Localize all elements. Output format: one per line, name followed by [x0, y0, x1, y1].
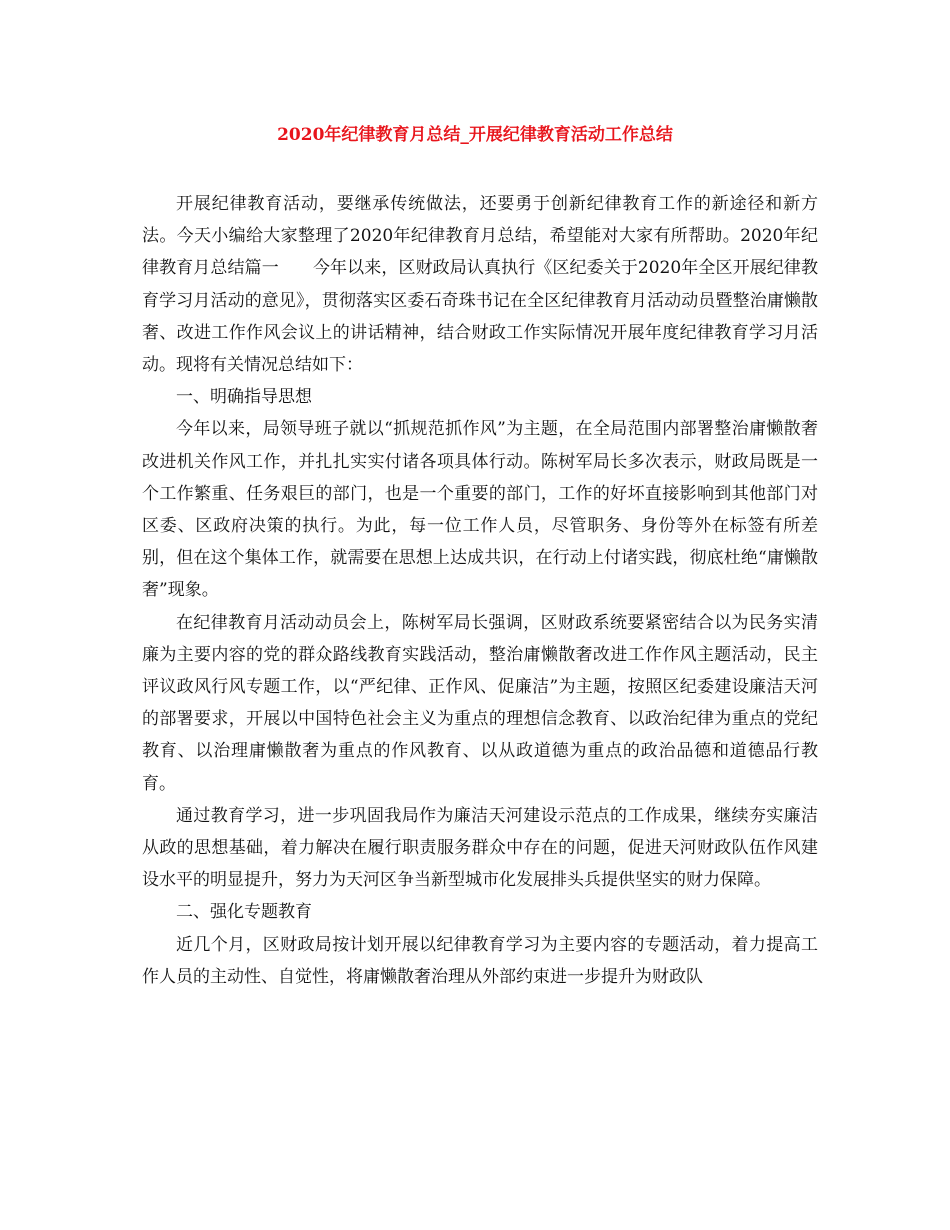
- intro-paragraph: [142, 188, 818, 381]
- part-heading: 2020年纪律教育月总结篇一: [142, 226, 818, 279]
- document-body: [142, 188, 818, 993]
- section1-paragraph-1: 今年以来，局领导班子就以“抓规范抓作风”为主题，在全局范围内部署整治庸懒散奢改进机关作风工作，并扎扎实实付诸各项具体行动。陈树军局长多次表示，财政局既是一个工作繁重、任务艰巨的部门，也是一个重要的部门，工作的好坏直接影响到其他部门对区委、区政府决策的执行。为此，每一位工作人员，尽管职务、身份等外在标签有所差别，但在这个集体工作，就需要在思想上达成共识，在行动上付诸实践，彻底杜绝“庸懒散奢”现象。: [142, 419, 818, 601]
- section1-paragraph-2: 在纪律教育月活动动员会上，陈树军局长强调，区财政系统要紧密结合以为民务实清廉为主要内容的党的群众路线教育实践活动，整治庸懒散奢改进工作作风主题活动，民主评议政风行风专题工作，以“严纪律、正作风、促廉洁”为主题，按照区纪委建设廉洁天河的部署要求，开展以中国特色社会主义为重点的理想信念教育、以政治纪律为重点的党纪教育、以治理庸懒散奢为重点的作风教育、以从政道德为重点的政治品德和道德品行教育。: [142, 612, 818, 794]
- intro-text: 开展纪律教育活动，要继承传统做法，还要勇于创新纪律教育工作的新途径和新方法。今天小编给大家整理了2020年纪律教育月总结，希望能对大家有所帮助。: [142, 194, 818, 247]
- section1-heading: 一、明确指导思想: [176, 387, 312, 408]
- document-title: 2020年纪律教育月总结_开展纪律教育活动工作总结: [277, 125, 673, 145]
- section2-paragraph-1: 近几个月，区财政局按计划开展以纪律教育学习为主要内容的专题活动，着力提高工作人员的主动性、自觉性，将庸懒散奢治理从外部约束进一步提升为财政队: [142, 934, 818, 987]
- part-text: 今年以来，区财政局认真执行《区纪委关于2020年全区开展纪律教育学习月活动的意见》，贯彻落实区委石奇珠书记在全区纪律教育月活动动员暨整治庸懒散奢、改进工作作风会议上的讲话精神，结合财政工作实际情况开展年度纪律教育学习月活动。现将有关情况总结如下：: [142, 258, 819, 376]
- section2-heading: 二、强化专题教育: [176, 902, 312, 923]
- section1-paragraph-3: 通过教育学习，进一步巩固我局作为廉洁天河建设示范点的工作成果，继续夯实廉洁从政的思想基础，着力解决在履行职责服务群众中存在的问题，促进天河财政队伍作风建设水平的明显提升，努力为天河区争当新型城市化发展排头兵提供坚实的财力保障。: [142, 805, 818, 891]
